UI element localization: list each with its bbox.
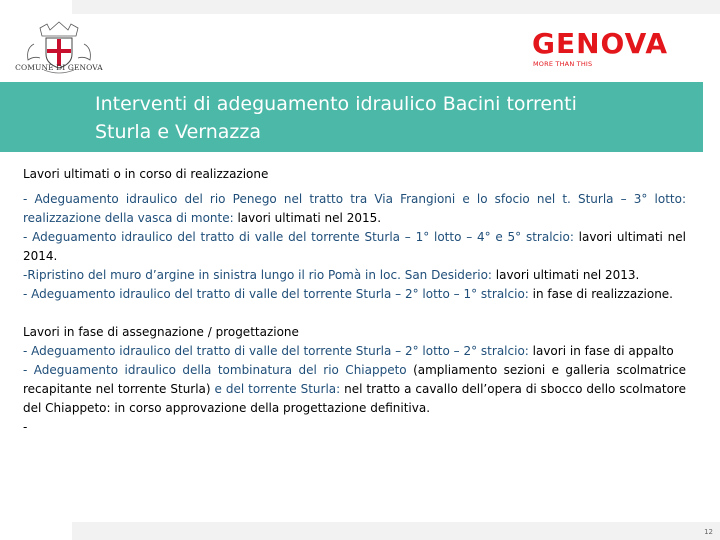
project-item <box>23 342 686 361</box>
project-detail: (ampliamento sezioni e galleria scolmatrice recapitante nel torrente Sturla) <box>23 363 686 396</box>
project-name: e del torrente Sturla: <box>214 382 345 396</box>
bottom-decorative-strip <box>72 522 720 540</box>
genova-logo-tagline: MORE THAN THIS <box>533 60 593 68</box>
top-decorative-strip <box>72 0 720 14</box>
genova-logo-wordmark: GENOVA <box>532 27 669 60</box>
project-status: lavori ultimati nel 2014. <box>23 230 686 263</box>
project-status: lavori in fase di appalto <box>532 344 674 358</box>
project-item <box>23 361 686 418</box>
project-item <box>23 285 686 304</box>
project-name: - Adeguamento idraulico del tratto di valle del torrente Sturla – 1° lotto – 4° e 5° stralcio: <box>23 230 579 244</box>
project-name: -Ripristino del muro d’argine in sinistra lungo il rio Pomà in loc. San Desiderio: <box>23 268 496 282</box>
project-name: - Adeguamento idraulico della tombinatura del rio Chiappeto <box>23 363 414 377</box>
slide-body <box>23 165 686 437</box>
page-number: 12 <box>704 528 713 536</box>
project-name: - Adeguamento idraulico del tratto di valle del torrente Sturla – 2° lotto – 1° stralcio: <box>23 287 533 301</box>
title-banner <box>0 82 703 152</box>
project-item <box>23 190 686 228</box>
project-item <box>23 228 686 266</box>
crest-caption: COMUNE DI GENOVA <box>15 63 103 72</box>
slide-title-line2: Sturla e Vernazza <box>95 121 262 143</box>
project-item <box>23 266 686 285</box>
project-name: - Adeguamento idraulico del tratto di valle del torrente Sturla – 2° lotto – 2° stralcio: <box>23 344 533 358</box>
trailing-dash: - <box>23 420 28 434</box>
project-status: lavori ultimati nel 2013. <box>495 268 640 282</box>
slide-title-line1: Interventi di adeguamento idraulico Bacini torrenti <box>95 93 577 115</box>
section-heading-planning: Lavori in fase di assegnazione / progettazione <box>23 325 299 339</box>
project-status: lavori ultimati nel 2015. <box>237 211 382 225</box>
section-heading-completed: Lavori ultimati o in corso di realizzazione <box>23 167 269 181</box>
project-status: in fase di realizzazione. <box>532 287 673 301</box>
slide-title <box>95 90 695 146</box>
project-name: - Adeguamento idraulico del rio Penego nel tratto tra Via Frangioni e lo sfocio nel t. Sturla – 3° lotto: realizzazione della vasca di monte: <box>23 192 686 225</box>
project-status: nel tratto a cavallo dell’opera di sbocco dello scolmatore del Chiappeto: in corso approvazione della progettazione definitiva. <box>23 382 686 415</box>
spacer <box>23 304 686 323</box>
